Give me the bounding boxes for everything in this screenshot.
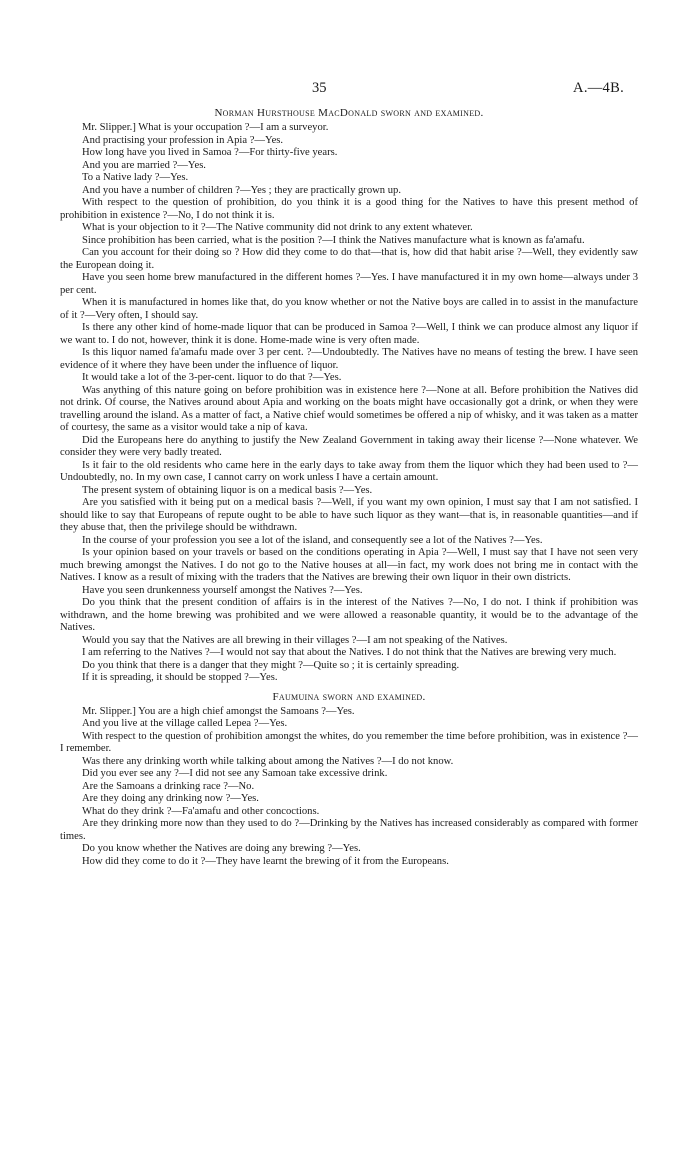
testimony-paragraph: Did the Europeans here do anything to justify the New Zealand Government in taking away their license ?—None whatever. We consider they were very badly treated. [60, 434, 638, 458]
testimony-paragraph: Is it fair to the old residents who came here in the early days to take away from them the liquor which they had been used to ?—Undoubtedly, no. In my own case, I cannot carry on work unless I have a certain amount. [60, 459, 638, 483]
testimony-paragraph: Did you ever see any ?—I did not see any Samoan take excessive drink. [82, 768, 388, 779]
testimony-paragraph: Was anything of this nature going on before prohibition was in existence here ?—None at all. Before prohibition the Natives did not drink. Of course, the Natives around about Apia and working on the boats might have occasionally got a drink, or when they were travelling around the island. As a matter of fact, a Native chief would sometimes be offered a nip of whisky, and it was taken as a matter of courtesy, the same as a visitor would take a nip of kava. [60, 384, 638, 433]
testimony-paragraph: With respect to the question of prohibition, do you think it is a good thing for the Natives to have this present method of prohibition in existence ?—No, I do not think it is. [60, 197, 638, 221]
testimony-paragraph: Do you think that there is a danger that they might ?—Quite so ; it is certainly spreading. [82, 659, 460, 671]
testimony-paragraph: Mr. Slipper.] What is your occupation ?—I am a surveyor. [82, 122, 329, 133]
testimony-paragraph: Can you account for their doing so ? How did they come to do that—that is, how did that habit arise ?—Well, they evidently saw the European doing it. [60, 247, 638, 271]
testimony-paragraph: How did they come to do it ?—They have learnt the brewing of it from the Europeans. [82, 855, 449, 867]
testimony-paragraph: Have you seen drunkenness yourself amongst the Natives ?—Yes. [82, 584, 363, 596]
testimony-paragraph: When it is manufactured in homes like that, do you know whether or not the Native boys are called in to assist in the manufacture of it ?—Very often, I should say. [60, 297, 638, 321]
testimony-paragraph: Would you say that the Natives are all brewing in their villages ?—I am not speaking of the Natives. [82, 634, 508, 646]
testimony-paragraph: Is this liquor named fa'amafu made over 3 per cent. ?—Undoubtedly. The Natives have no means of testing the brew. I have seen evidence of it where they have been under the influence of liquor. [60, 347, 638, 371]
testimony-paragraph: If it is spreading, it should be stopped ?—Yes. [82, 672, 278, 683]
testimony-paragraph: I am referring to the Natives ?—I would not say that about the Natives. I do not think that the Natives are brewing very much. [82, 647, 617, 658]
testimony-paragraph: Since prohibition has been carried, what is the position ?—I think the Natives manufacture what is known as fa'amafu. [82, 234, 585, 246]
testimony-paragraph: Have you seen home brew manufactured in the different homes ?—Yes. I have manufactured it in my own home—always under 3 per cent. [60, 272, 638, 296]
testimony-paragraph: And practising your profession in Apia ?—Yes. [82, 134, 284, 146]
testimony-paragraph: In the course of your profession you see a lot of the island, and consequently see a lot of the Natives ?—Yes. [82, 534, 543, 546]
testimony-paragraph: Are you satisfied with it being put on a medical basis ?—Well, if you want my own opinion, I must say that I am not satisfied. I should like to say that Europeans of repute ought to be able to have such liquor as they want—that is, in reasonable quantities—and if they abuse that, then the privilege should be withdrawn. [60, 497, 638, 533]
testimony-paragraph: Are they doing any drinking now ?—Yes. [82, 793, 259, 804]
testimony-paragraph: What is your objection to it ?—The Native community did not drink to any extent whatever. [82, 222, 473, 233]
document-body [60, 106, 638, 868]
testimony-paragraph: Are the Samoans a drinking race ?—No. [82, 780, 255, 792]
testimony-paragraph: What do they drink ?—Fa'amafu and other concoctions. [82, 805, 320, 817]
testimony-paragraph: To a Native lady ?—Yes. [82, 172, 189, 183]
testimony-paragraph: Are they drinking more now than they used to do ?—Drinking by the Natives has increased considerably as compared with former times. [60, 818, 638, 842]
testimony-paragraph: Mr. Slipper.] You are a high chief amongst the Samoans ?—Yes. [82, 705, 355, 717]
testimony-paragraph: And you live at the village called Lepea ?—Yes. [82, 718, 288, 729]
testimony-paragraph: It would take a lot of the 3-per-cent. liquor to do that ?—Yes. [82, 372, 342, 383]
testimony-paragraph: Is your opinion based on your travels or based on the conditions operating in Apia ?—Well, I must say that I have not seen very much brewing amongst the Natives. I do not go to the Native houses at all—in fact, my work does not bring me in contact with the Natives. I know as a result of mixing with the traders that the Natives are brewing their own liquor in their own districts. [60, 547, 638, 583]
testimony-paragraph: With respect to the question of prohibition amongst the whites, do you remember the time before prohibition, was in existence ?—I remember. [60, 730, 638, 754]
testimony-paragraph: The present system of obtaining liquor is on a medical basis ?—Yes. [82, 484, 373, 496]
testimony-paragraph: Do you think that the present condition of affairs is in the interest of the Natives ?—No, I do not. I think if prohibition was withdrawn, and the home brewing was prohibited and we were allowed a reasonable quantity, it would be to the advantage of the Natives. [60, 597, 638, 633]
witness-heading: Faumuina sworn and examined. [272, 690, 426, 703]
testimony-paragraph: Do you know whether the Natives are doing any brewing ?—Yes. [82, 843, 361, 854]
testimony-paragraph: Was there any drinking worth while talking about among the Natives ?—I do not know. [82, 755, 454, 767]
testimony-paragraph: Is there any other kind of home-made liquor that can be produced in Samoa ?—Well, I think we can produce almost any liquor if we want to. I do not, however, think it is done. Home-made wine is very often made. [60, 322, 638, 346]
testimony-paragraph: And you have a number of children ?—Yes ; they are practically grown up. [82, 184, 401, 196]
page-number: 35 [312, 80, 327, 96]
testimony-paragraph: And you are married ?—Yes. [82, 159, 206, 171]
document-reference: A.—4B. [573, 80, 624, 96]
witness-heading: Norman Hursthouse MacDonald sworn and examined. [214, 107, 484, 119]
testimony-paragraph: How long have you lived in Samoa ?—For thirty-five years. [82, 147, 338, 158]
